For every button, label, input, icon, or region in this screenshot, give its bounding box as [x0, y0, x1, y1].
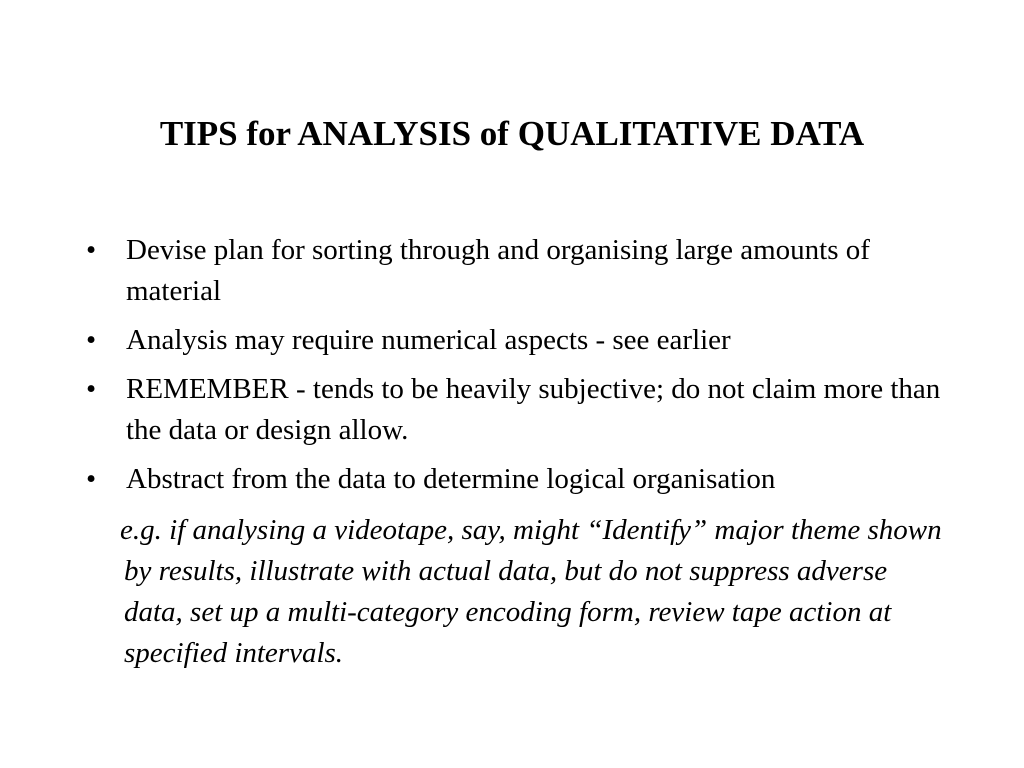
bullet-text: Devise plan for sorting through and organising large amounts of material — [126, 234, 870, 307]
bullet-icon: • — [86, 234, 97, 266]
bullet-item — [82, 369, 962, 451]
bullet-item — [82, 320, 962, 361]
bullet-icon: • — [86, 463, 97, 495]
bullet-icon: • — [86, 324, 97, 356]
bullet-item — [82, 230, 962, 312]
example-paragraph: e.g. if analysing a videotape, say, might “Identify” major theme shown by results, illustrate with actual data, but do not suppress adverse data, set up a multi-category encoding form, review tape action at specified intervals. — [120, 514, 942, 669]
bullet-list — [82, 230, 962, 508]
slide-title: TIPS for ANALYSIS of QUALITATIVE DATA — [159, 114, 865, 153]
bullet-text: REMEMBER - tends to be heavily subjective; do not claim more than the data or design allow. — [126, 373, 941, 446]
bullet-text: Abstract from the data to determine logical organisation — [126, 463, 776, 495]
bullet-text: Analysis may require numerical aspects - see earlier — [126, 324, 731, 356]
bullet-item — [82, 459, 962, 500]
bullet-icon: • — [86, 373, 97, 405]
